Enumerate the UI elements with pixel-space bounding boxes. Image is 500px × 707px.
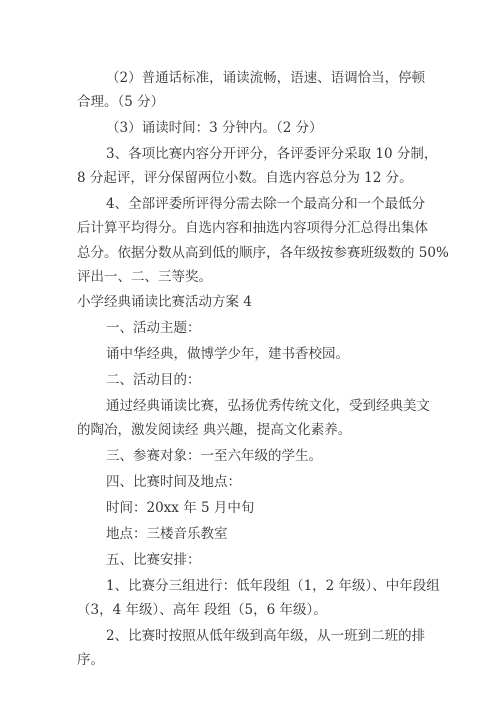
paragraph-line: 合理。（5 分） xyxy=(77,94,165,110)
paragraph-line: 的陶冶，激发阅读经 典兴趣，提高文化素养。 xyxy=(77,422,352,438)
paragraph-line: 1、比赛分三组进行：低年段组（1，2 年级）、中年段组 xyxy=(106,578,440,594)
section-heading: 小学经典诵读比赛活动方案 4 xyxy=(77,294,252,310)
subheading: 五、比赛安排： xyxy=(106,552,201,568)
paragraph-line: 评出一、二、三等奖。 xyxy=(77,269,212,285)
paragraph-line: 通过经典诵读比赛，弘扬优秀传统文化，受到经典美文 xyxy=(106,398,430,414)
subheading: 一、活动主题： xyxy=(106,320,201,336)
paragraph-line: 时间：20xx 年 5 月中旬 xyxy=(106,500,255,516)
paragraph-line: （3）诵读时间：3 分钟内。（2 分） xyxy=(106,120,323,136)
subheading: 四、比赛时间及地点： xyxy=(106,474,241,490)
paragraph-line: （2）普通话标准，诵读流畅，语速、语调恰当，停顿 xyxy=(106,70,426,86)
paragraph-line: 诵中华经典，做博学少年，建书香校园。 xyxy=(106,346,349,362)
paragraph-line: 地点：三楼音乐教室 xyxy=(106,526,228,542)
paragraph-line: 4、全部评委所评得分需去除一个最高分和一个最低分 xyxy=(106,196,426,212)
paragraph-line: 3、各项比赛内容分开评分，各评委评分采取 10 分制， xyxy=(106,146,438,162)
paragraph-line: （3，4 年级）、高年 段组（5，6 年级）。 xyxy=(77,602,327,618)
paragraph-line: 2、比赛时按照从低年级到高年级，从一班到二班的排 xyxy=(106,628,426,644)
paragraph-line: 8 分起评，评分保留两位小数。自选内容总分为 12 分。 xyxy=(77,170,413,186)
paragraph-line: 三、参赛对象：一至六年级的学生。 xyxy=(106,448,322,464)
paragraph-line: 序。 xyxy=(77,652,104,668)
paragraph-line: 后计算平均得分。自选内容和抽选内容项得分汇总得出集体 xyxy=(77,220,428,236)
paragraph-line: 总分。依据分数从高到低的顺序，各年级按参赛班级数的 50% xyxy=(77,245,449,261)
subheading: 二、活动目的： xyxy=(106,372,201,388)
